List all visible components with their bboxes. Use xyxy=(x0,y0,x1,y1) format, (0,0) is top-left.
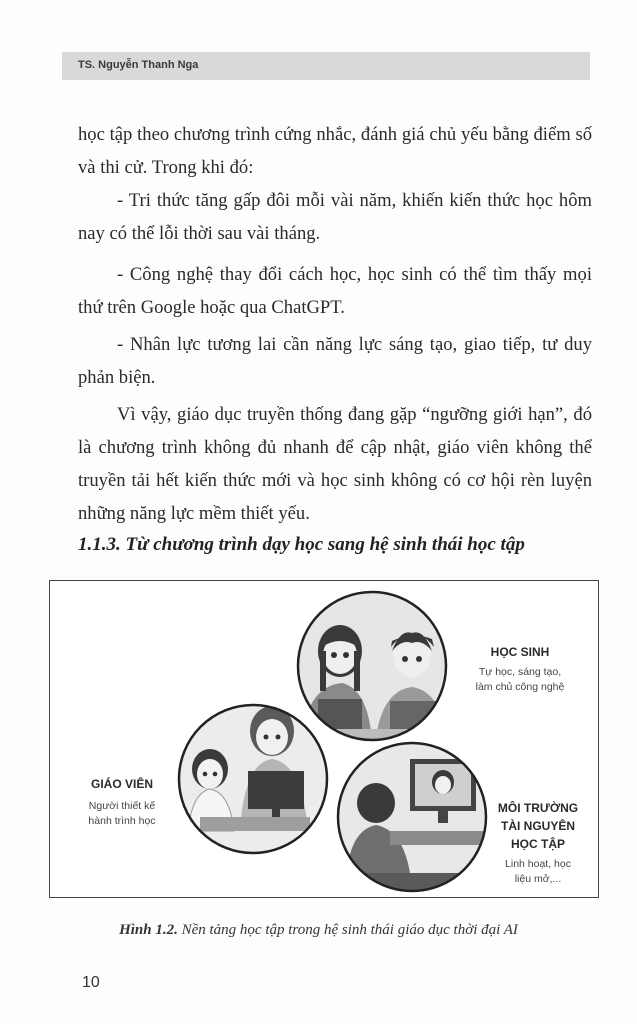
environment-title-line2: TÀI NGUYÊN xyxy=(500,819,575,833)
section-heading: 1.1.3. Từ chương trình dạy học sang hệ sinh thái học tập xyxy=(78,534,525,555)
caption-text: Nền tảng học tập trong hệ sinh thái giáo dục thời đại AI xyxy=(177,922,518,938)
paragraph-conclusion: Vì vậy, giáo dục truyền thống đang gặp “ngưỡng giới hạn”, đó là chương trình không đủ nhanh để cập nhật, giáo viên không thể truyền tải hết kiến thức mới và học sinh không có cơ hội rèn luyện những năng lực mềm thiết yếu. xyxy=(78,404,592,524)
students-illustration xyxy=(290,591,460,751)
students-desc-line1: Tự học, sáng tạo, xyxy=(478,666,562,678)
environment-title-line1: MÔI TRƯỜNG xyxy=(497,801,579,815)
teacher-title: GIÁO VIÊN xyxy=(90,777,153,791)
environment-illustration xyxy=(335,741,500,899)
teacher-desc-line2: hành trình học xyxy=(88,815,156,827)
paragraph-bullet-technology: - Công nghệ thay đổi cách học, học sinh có thể tìm thấy mọi thứ trên Google hoặc qua ChatGPT. xyxy=(78,264,592,318)
teacher-desc-line1: Người thiết kế xyxy=(88,800,156,812)
paragraph-bullet-workforce: - Nhân lực tương lai cần năng lực sáng tạo, giao tiếp, tư duy phản biện. xyxy=(78,334,592,388)
caption-label: Hình 1.2. xyxy=(119,922,178,938)
figure-ecosystem xyxy=(49,580,599,898)
students-desc-line2: làm chủ công nghệ xyxy=(475,681,565,693)
paragraph-bullet-knowledge: - Tri thức tăng gấp đôi mỗi vài năm, khiến kiến thức học hôm nay có thể lỗi thời sau vài tháng. xyxy=(78,190,592,244)
running-header xyxy=(62,52,590,80)
environment-desc-line1: Linh hoạt, học xyxy=(505,858,571,870)
page-number: 10 xyxy=(82,974,100,991)
environment-title-line3: HỌC TẬP xyxy=(511,837,565,851)
environment-desc-line2: liệu mở,... xyxy=(514,873,562,885)
teacher-illustration xyxy=(175,701,335,861)
students-title: HỌC SINH xyxy=(490,645,550,659)
header-author: TS. Nguyễn Thanh Nga xyxy=(78,59,199,71)
figure-caption xyxy=(0,922,637,939)
paragraph-1: học tập theo chương trình cứng nhắc, đánh giá chủ yếu bằng điểm số và thi cử. Trong khi đó: xyxy=(78,124,592,178)
